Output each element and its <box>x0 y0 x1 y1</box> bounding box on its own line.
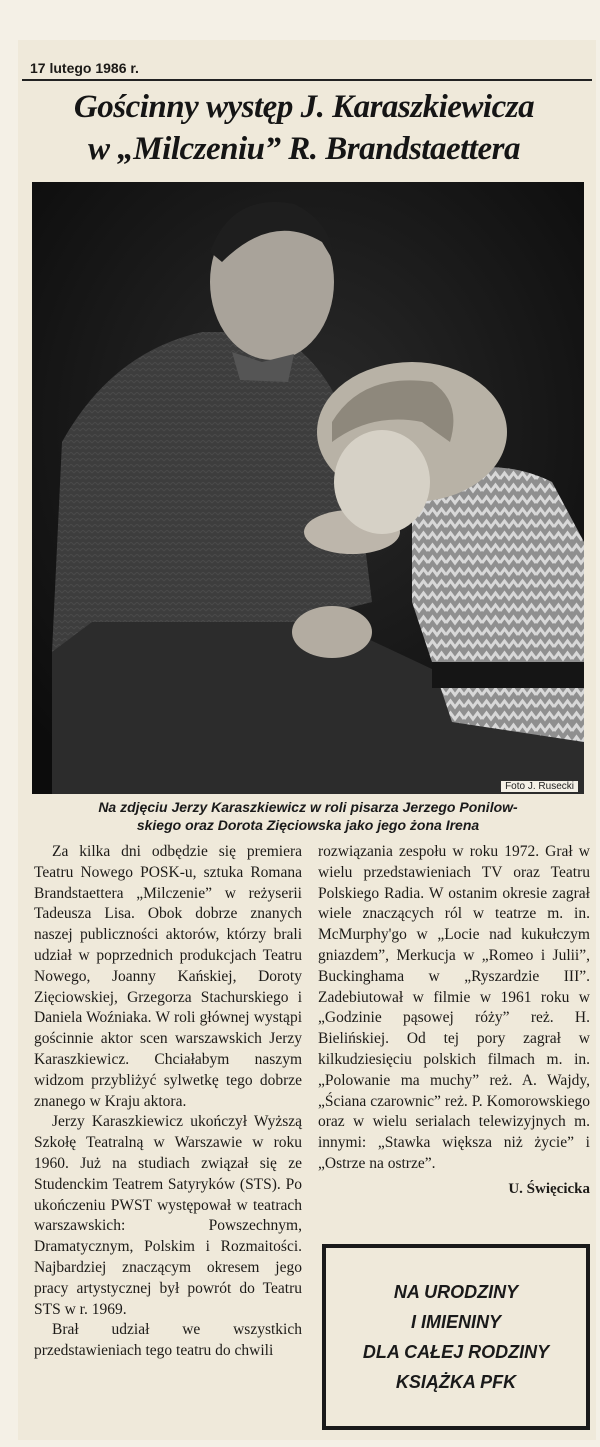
article-paragraph: Za kilka dni odbędzie się premiera Teatru Nowego POSK-u, sztuka Romana Brandstaettera „Milczenie” w reżyserii Tadeusza Lisa. Obok dobrze znanych naszej publiczności aktorów, którzy brali udział w poprzednich produkcjach Teatru Nowego, Joanny Kańskiej, Doroty Zięciowskiej, Grzegorza Stachurskiego i Daniela Woźniaka. W roli głównej wystąpi gościnnie aktor scen warszawskich Jerzy Karaszkiewicz. Chciałabym naszym widzom przybliżyć sylwetkę tego dobrze znanego w Kraju aktora. <box>34 843 302 1110</box>
ad-line-1: NA URODZINY <box>393 1282 519 1302</box>
headline-line-2: w „Milczeniu” R. Brandstaettera <box>88 131 520 167</box>
article-paragraph: Brał udział we wszystkich przedstawieniach tego teatru do chwili <box>34 1321 302 1360</box>
article-headline <box>24 86 584 170</box>
issue-date: 17 lutego 1986 r. <box>30 60 139 76</box>
article-paragraph: Jerzy Karaszkiewicz ukończył Wyższą Szkołę Teatralną w Warszawie w roku 1960. Już na studiach związał się ze Studenckim Teatrem Satyryków (STS). Po ukończeniu PWST występował w teatrach warszawskich: Powszechnym, Dramatycznym, Polskim i Rozmaitości. Najbardziej znaczącym okresem jego pracy artystycznej był powrót do Teatru STS w r. 1969. <box>34 1113 302 1318</box>
author-signature: U. Święcicka <box>508 1180 590 1197</box>
caption-line-2: skiego oraz Dorota Zięciowska jako jego żona Irena <box>136 817 480 833</box>
article-paragraph: rozwiązania zespołu w roku 1972. Grał w wielu przedstawieniach TV oraz Teatru Polskiego Radia. W ostanim okresie zagrał wiele znaczących ról w teatrze m. in. McMurphy'go w „Locie nad kukułczym gniazdem”, Merkucja w „Romeo i Julii”, Buckinghama w „Ryszardzie III”. Zadebiutował w filmie w 1961 roku w „Godzinie pąsowej róży” reż. H. Bielińskiej. Od tej pory zagrał w kilkudziesięciu polskich filmach m. in. „Polowanie ma muchy” reż. A. Wajdy, „Ściana czarownic” reż. P. Komorowskiego oraz w wielu serialach telewizyjnych m. innymi: „Stawka większa niż życie” i „Ostrze na ostrze”. <box>318 843 590 1172</box>
advertisement-box <box>322 1244 590 1430</box>
photo-caption <box>30 798 586 834</box>
ad-line-2: I IMIENINY <box>410 1312 501 1332</box>
article-photo <box>32 182 584 794</box>
article-column-right <box>318 842 590 1200</box>
photo-illustration <box>32 182 584 794</box>
article-column-left <box>34 842 302 1362</box>
photo-credit: Foto J. Rusecki <box>501 781 578 792</box>
ad-line-4: KSIĄŻKA PFK <box>395 1372 517 1392</box>
caption-line-1: Na zdjęciu Jerzy Karaszkiewicz w roli pisarza Jerzego Ponilow- <box>98 799 518 815</box>
ad-line-3: DLA CAŁEJ RODZINY <box>362 1342 550 1362</box>
top-rule <box>22 79 592 81</box>
headline-line-1: Gościnny występ J. Karaszkiewicza <box>73 89 535 125</box>
